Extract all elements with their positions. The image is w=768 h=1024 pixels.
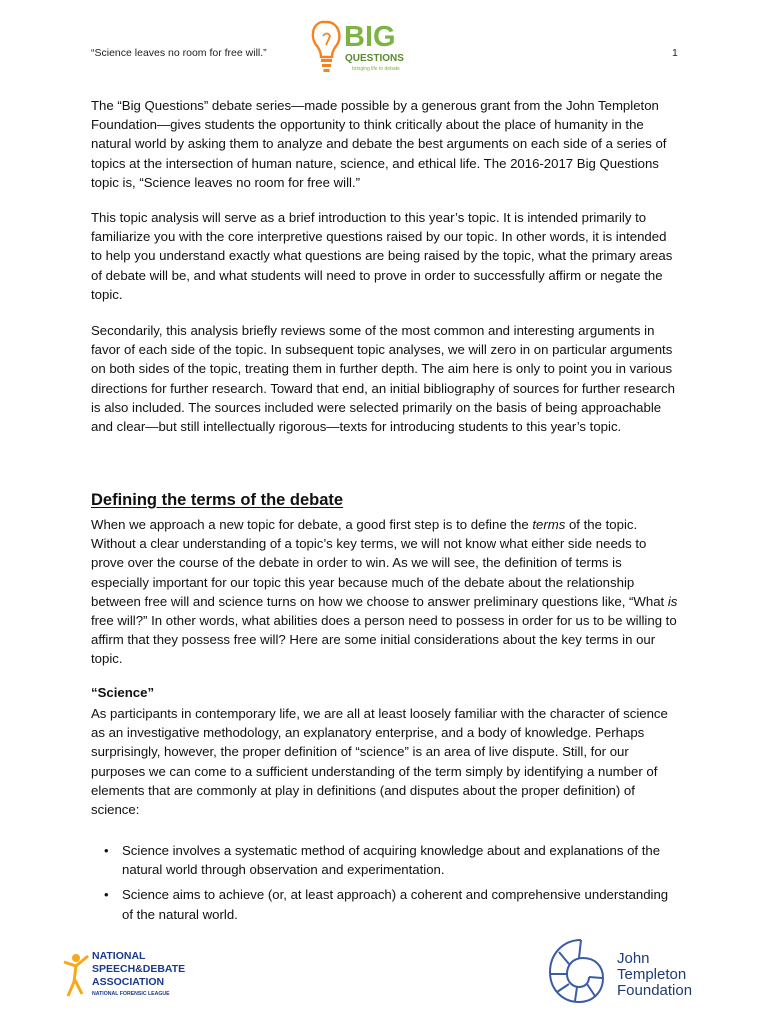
defining-terms-paragraph: When we approach a new topic for debate, a good first step is to define the terms of the topic. Without a clear understanding of a topic’s key terms, we will not know what either side needs to prove over the course of the debate in order to win. As we will see, the definition of terms is especially important for our topic this year because much of the debate about the relationship between free will and science turns on how we choose to answer preliminary questions like, “What is free will?” In other words, what abilities does a person need to possess in order for us to be willing to affirm that they possess free will? Here are some initial considerations about the key terms in our topic. [91, 517, 678, 667]
logo-word: BIG [344, 21, 396, 53]
bullet-icon: • [104, 843, 109, 858]
logo-sub: QUESTIONS [345, 53, 404, 64]
nsda-line4: NATIONAL FORENSIC LEAGUE [92, 991, 170, 997]
logo-tagline: bringing life to debate [352, 66, 400, 72]
nsda-line2: SPEECH&DEBATE [92, 963, 186, 975]
science-paragraph: As participants in contemporary life, we are all at least loosely familiar with the character of science as an investigative methodology, an explanatory enterprise, and a body of knowledge. Perhaps surprisingly, however, the proper definition of “science” is an area of live dispute. Still, for our purposes we can come to a sufficient understanding of the term simply by identifying a number of elements that are commonly at play in definitions (and disputes about the proper definition) of science: [91, 706, 668, 818]
intro-paragraph-2: This topic analysis will serve as a brief introduction to this year’s topic. It is intended primarily to familiarize you with the core interpretive questions raised by our topic. In other words, it is intended to help you understand exactly what questions are being raised by the topic, what the primary areas of debate will be, and what students will need to prove in order to successfully affirm or negate the topic. [91, 210, 673, 302]
speaker-figure-icon [64, 954, 88, 996]
list-item: • Science aims to achieve (or, at least approach) a coherent and comprehensive understanding of the natural world. [104, 887, 669, 922]
science-bullet-list [100, 841, 680, 930]
list-item: • Science involves a systematic method of acquiring knowledge about and explanations of the natural world through observation and experimentation. [104, 843, 661, 878]
big-questions-logo [308, 16, 418, 82]
nsda-line3: ASSOCIATION [92, 976, 165, 988]
nautilus-shell-icon [550, 940, 603, 1002]
header-quote: “Science leaves no room for free will.” [91, 47, 267, 59]
bullet-icon: • [104, 887, 109, 903]
page-number: 1 [672, 47, 678, 59]
nsda-logo [58, 944, 208, 1004]
section-heading-defining-terms: Defining the terms of the debate [91, 491, 344, 509]
intro-paragraph-1: The “Big Questions” debate series—made possible by a generous grant from the John Templeton Foundation—gives students the opportunity to think critically about the place of humanity in the natural world by asking them to analyze and debate the best arguments on each side of a series of topics at the intersection of human nature, science, and ethical life. The 2016-2017 Big Questions topic is, “Science leaves no room for free will.” [91, 98, 667, 190]
intro-paragraph-3: Secondarily, this analysis briefly reviews some of the most common and interesting arguments in favor of each side of the topic. In subsequent topic analyses, we will zero in on particular arguments on both sides of the topic, treating them in further depth. The aim here is only to point you in various directions for further research. Toward that end, an initial bibliography of sources for further research is also included. The sources included were selected primarily on the basis of being approachable and clear—but still intellectually rigorous—texts for introducing students to this year’s topic. [91, 323, 675, 435]
subheading-science: “Science” [91, 685, 155, 700]
lightbulb-icon [313, 22, 340, 72]
nsda-line1: NATIONAL [92, 950, 146, 962]
templeton-foundation-wordmark: John Templeton Foundation [617, 950, 693, 999]
